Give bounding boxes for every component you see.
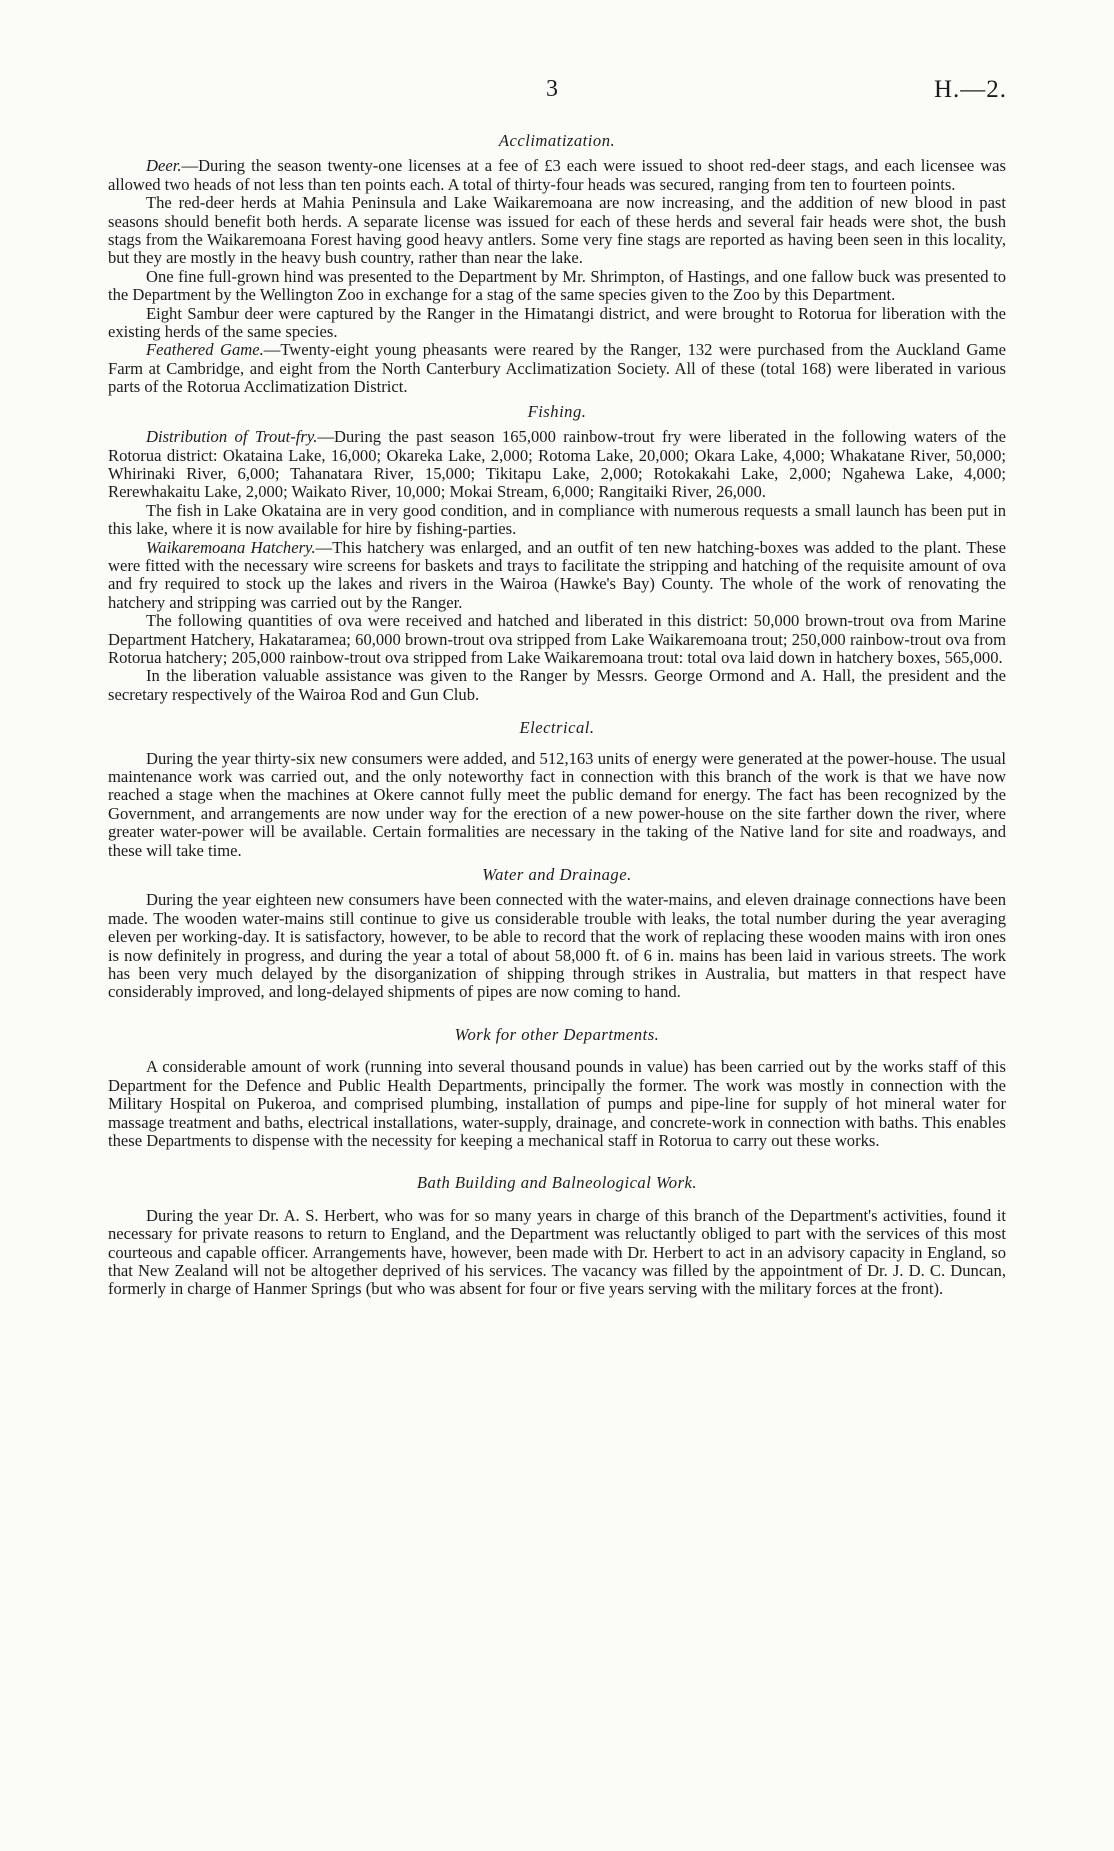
paragraph-sambur: Eight Sambur deer were captured by the Ranger in the Himatangi district, and were brought to Rotorua for liberation with the existing herds of the same species. — [108, 303, 1006, 342]
paragraph-water: During the year eighteen new consumers have been connected with the water-mains, and eleven drainage connections have been made. The wooden water-mains still continue to give us considerable trouble with leaks, the total number during the year averaging eleven per working-day. It is satisfactory, however, to be able to record that the work of replacing these wooden mains with iron ones is now definitely in progress, and during the year a total of about 58,000 ft. of 6 in. mains has been laid in various streets. The work has been very much delayed by the disorganization of shipping through strikes in Australia, but matters in that respect have considerably improved, and long-delayed shipments of pipes are now coming to hand. — [108, 890, 1006, 1002]
paragraph-text: —During the past season 165,000 rainbow-trout fry were liberated in the following waters of the Rotorua district: Okataina Lake, 16,000; Okareka Lake, 2,000; Rotoma Lake, 20,000; Okara Lake, 4,000; Whakatane River, 50,000; Whirinaki River, 6,000; Tahanatara River, 15,000; Tikitapu Lake, 2,000; Rotokakahi Lake, 2,000; Ngahewa Lake, 4,000; Rerewhakaitu Lake, 2,000; Waikato River, 10,000; Mokai Stream, 6,000; Rangitaiki River, 26,000. — [108, 427, 1006, 502]
page-number: 3 — [546, 76, 558, 102]
subheading-feathered-game: Feathered Game. — [146, 340, 264, 360]
subheading-trout-fry: Distribution of Trout-fry. — [146, 427, 318, 447]
paragraph-deer — [108, 157, 1006, 194]
paragraph-text: —This hatchery was enlarged, and an outfit of ten new hatching-boxes was added to the plant. These were fitted with the necessary wire screens for baskets and trays to facilitate the stripping and hatching of the requisite amount of ova and fry required to stock up the lakes and rivers in the Wairoa (Hawke's Bay) County. The whole of the work of renovating the hatchery and stripping was carried out by the Ranger. — [108, 537, 1006, 612]
page-header — [0, 76, 1114, 116]
section-title-electrical: Electrical. — [519, 718, 595, 738]
paragraph-electrical: During the year thirty-six new consumers were added, and 512,163 units of energy were generated at the power-house. The usual maintenance work was carried out, and the only noteworthy fact in connection with this branch of the work is that we have now reached a stage when the machines at Okere cannot fully meet the public demand for energy. The fact has been recognized by the Government, and arrangements are now under way for the erection of a new power-house on the site farther down the river, where greater water-power will be available. Certain formalities are necessary in the taking of the Native land for site and roadways, and these will take time. — [108, 748, 1006, 860]
subheading-hatchery: Waikaremoana Hatchery. — [146, 537, 316, 557]
paragraph-text: —During the season twenty-one licenses at a fee of £3 each were issued to shoot red-deer stags, and each licensee was allowed two heads of not less than ten points each. A total of thirty-four heads was secured, ranging from ten to fourteen points. — [108, 156, 1006, 194]
section-title-acclimatization: Acclimatization. — [498, 131, 616, 150]
paragraph-ova: The following quantities of ova were received and hatched and liberated in this district: 50,000 brown-trout ova from Marine Department Hatchery, Hakataramea; 60,000 brown-trout ova stripped from Lake Waikaremoana trout; 250,000 rainbow-trout ova from Rotorua hatchery; 205,000 rainbow-trout ova stripped from Lake Waikaremoana trout: total ova laid down in hatchery boxes, 565,000. — [108, 611, 1006, 667]
section-title-fishing: Fishing. — [527, 401, 587, 421]
paragraph-other-departments: A considerable amount of work (running into several thousand pounds in value) has been carried out by the works staff of this Department for the Defence and Public Health Departments, principally the former. The work was mostly in connection with the Military Hospital on Pukeroa, and comprised plumbing, installation of pumps and pipe-line for supply of hot mineral water for massage treatment and baths, electrical installations, water-supply, drainage, and concrete-work in connection with baths. This enables these Departments to dispense with the necessity for keeping a mechanical staff in Rotorua to carry out these works. — [108, 1057, 1006, 1150]
page-body — [108, 126, 1006, 1299]
section-title-bath-building: Bath Building and Balneological Work. — [416, 1173, 698, 1193]
paragraph-okataina: The fish in Lake Okataina are in very good condition, and in compliance with numerous requests a small launch has been put in this lake, where it is now available for hire by fishing-parties. — [108, 500, 1006, 539]
subheading-deer: Deer. — [146, 156, 182, 176]
paragraph-red-deer-herds: The red-deer herds at Mahia Peninsula and Lake Waikaremoana are now increasing, and the addition of new blood in past seasons should benefit both herds. A separate license was issued for each of these herds and several fair heads were shot, the bush stags from the Waikaremoana Forest having good heavy antlers. Some very fine stags are reported as having been seen in this locality, but they are mostly in the heavy bush country, rather than near the lake. — [108, 193, 1006, 268]
section-title-other-departments: Work for other Departments. — [454, 1024, 660, 1044]
paragraph-liberation: In the liberation valuable assistance was given to the Ranger by Messrs. George Ormond and A. Hall, the president and the secretary respectively of the Wairoa Rod and Gun Club. — [108, 666, 1006, 704]
document-reference: H.—2. — [933, 76, 1007, 103]
section-title-water: Water and Drainage. — [482, 865, 632, 885]
paragraph-trout-fry — [108, 428, 1006, 502]
paragraph-bath-building: During the year Dr. A. S. Herbert, who was for so many years in charge of this branch of the Department's activities, found it necessary for private reasons to return to England, and the Department was reluctantly obliged to part with the services of this most courteous and capable officer. Arrangements have, however, been made with Dr. Herbert to act in an advisory capacity in England, so that New Zealand will not be altogether deprived of his services. The vacancy was filled by the appointment of Dr. J. D. C. Duncan, formerly in charge of Hanmer Springs (but who was absent for four or five years serving with the military forces at the front). — [108, 1205, 1006, 1299]
paragraph-hatchery — [108, 539, 1006, 613]
paragraph-feathered-game — [108, 341, 1006, 396]
paragraph-hind: One fine full-grown hind was presented to the Department by Mr. Shrimpton, of Hastings, and one fallow buck was presented to the Department by the Wellington Zoo in exchange for a stag of the same species given to the Zoo by this Department. — [108, 266, 1006, 305]
paragraph-text: —Twenty-eight young pheasants were reared by the Ranger, 132 were purchased from the Auckland Game Farm at Cambridge, and eight from the North Canterbury Acclimatization Society. All of these (total 168) were liberated in various parts of the Rotorua Acclimatization District. — [108, 340, 1006, 397]
